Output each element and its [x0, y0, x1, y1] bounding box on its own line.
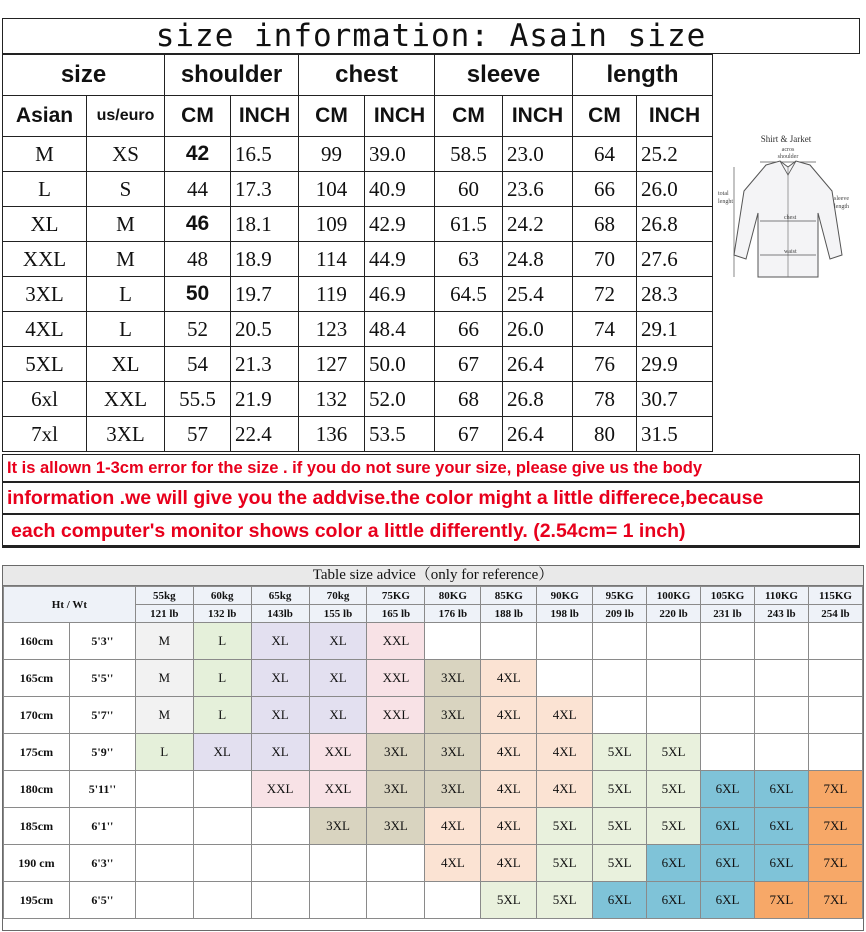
size-cell: 21.9 — [231, 382, 299, 417]
weight-lb-header: 155 lb — [309, 605, 367, 623]
size-cell: 3XL — [3, 277, 87, 312]
weight-kg-header: 100KG — [647, 587, 701, 605]
advice-size-cell — [481, 623, 537, 660]
advice-size-cell — [251, 845, 309, 882]
advice-size-cell: 5XL — [593, 734, 647, 771]
size-cell: 22.4 — [231, 417, 299, 452]
size-cell: 18.9 — [231, 242, 299, 277]
advice-size-cell: 4XL — [425, 845, 481, 882]
advice-size-cell — [135, 771, 193, 808]
height-ft: 5'9'' — [69, 734, 135, 771]
advice-size-cell — [754, 660, 808, 697]
size-cell: 24.2 — [503, 207, 573, 242]
weight-kg-header: 75KG — [367, 587, 425, 605]
advice-size-cell: M — [135, 660, 193, 697]
size-cell: 24.8 — [503, 242, 573, 277]
weight-kg-header: 60kg — [193, 587, 251, 605]
advice-size-cell: 3XL — [425, 660, 481, 697]
subheader-cell: Asian — [3, 96, 87, 137]
size-cell: 21.3 — [231, 347, 299, 382]
advice-size-cell — [647, 660, 701, 697]
weight-kg-header: 80KG — [425, 587, 481, 605]
size-cell: 25.4 — [503, 277, 573, 312]
advice-size-cell: 3XL — [425, 734, 481, 771]
size-cell: 109 — [299, 207, 365, 242]
advice-size-cell: 7XL — [808, 808, 862, 845]
advice-size-cell — [367, 845, 425, 882]
weight-kg-header: 70kg — [309, 587, 367, 605]
size-cell: M — [87, 207, 165, 242]
advice-size-cell: XL — [309, 660, 367, 697]
size-row — [3, 347, 713, 382]
size-cell: 127 — [299, 347, 365, 382]
size-cell: M — [3, 137, 87, 172]
size-cell: L — [87, 277, 165, 312]
height-cm: 170cm — [4, 697, 70, 734]
advice-size-cell: 6XL — [754, 771, 808, 808]
size-cell: 64.5 — [435, 277, 503, 312]
advice-row — [4, 697, 863, 734]
size-cell: 67 — [435, 417, 503, 452]
size-cell: L — [3, 172, 87, 207]
diagram-label-shoulder: shoulder — [777, 154, 799, 160]
size-cell: 42 — [165, 137, 231, 172]
size-cell: 19.7 — [231, 277, 299, 312]
advice-size-cell: XL — [193, 734, 251, 771]
size-cell: 60 — [435, 172, 503, 207]
advice-size-cell: 5XL — [593, 845, 647, 882]
advice-size-cell — [135, 845, 193, 882]
advice-size-cell: XXL — [367, 697, 425, 734]
size-cell: 64 — [573, 137, 637, 172]
advice-size-cell: 5XL — [537, 808, 593, 845]
size-cell: 63 — [435, 242, 503, 277]
advice-size-cell: 7XL — [754, 882, 808, 919]
advice-size-cell — [647, 697, 701, 734]
advice-size-cell — [193, 845, 251, 882]
size-cell: 123 — [299, 312, 365, 347]
advice-size-cell: 5XL — [647, 808, 701, 845]
advice-size-cell: 4XL — [481, 845, 537, 882]
diagram-label-acros: acros — [781, 147, 795, 153]
advice-size-cell: 7XL — [808, 771, 862, 808]
advice-row — [4, 845, 863, 882]
advice-size-cell: L — [193, 697, 251, 734]
size-cell: L — [87, 312, 165, 347]
size-cell: XS — [87, 137, 165, 172]
size-table — [2, 54, 713, 452]
advice-size-cell: XL — [251, 734, 309, 771]
size-cell: 58.5 — [435, 137, 503, 172]
advice-size-cell: 6XL — [593, 882, 647, 919]
size-cell: 136 — [299, 417, 365, 452]
advice-row — [4, 734, 863, 771]
weight-lb-header: 188 lb — [481, 605, 537, 623]
size-cell: 31.5 — [637, 417, 713, 452]
size-cell: 46 — [165, 207, 231, 242]
advice-size-cell: 3XL — [309, 808, 367, 845]
size-row — [3, 417, 713, 452]
subheader-cell: CM — [165, 96, 231, 137]
advice-size-cell: 6XL — [754, 808, 808, 845]
diagram-label-chest: chest — [784, 215, 797, 221]
size-cell: 20.5 — [231, 312, 299, 347]
size-cell: 44 — [165, 172, 231, 207]
size-cell: 48 — [165, 242, 231, 277]
size-cell: 26.4 — [503, 347, 573, 382]
subheader-cell: CM — [299, 96, 365, 137]
advice-size-cell: 5XL — [647, 734, 701, 771]
diagram-label-total: total — [718, 191, 729, 197]
height-ft: 5'5'' — [69, 660, 135, 697]
advice-size-cell: 4XL — [481, 660, 537, 697]
advice-size-cell: 3XL — [367, 734, 425, 771]
advice-size-cell: 5XL — [481, 882, 537, 919]
size-cell: 114 — [299, 242, 365, 277]
advice-size-cell: 6XL — [647, 882, 701, 919]
advice-size-cell: 3XL — [425, 697, 481, 734]
advice-size-cell: 6XL — [701, 845, 755, 882]
advice-size-cell: M — [135, 623, 193, 660]
size-cell: 5XL — [3, 347, 87, 382]
advice-size-cell: XL — [309, 623, 367, 660]
advice-size-cell: 4XL — [537, 734, 593, 771]
header-size: size — [3, 55, 165, 96]
advice-size-cell — [808, 697, 862, 734]
header-sleeve: sleeve — [435, 55, 573, 96]
size-cell: 66 — [573, 172, 637, 207]
ht-wt-header: Ht / Wt — [4, 587, 136, 623]
advice-size-cell — [701, 623, 755, 660]
size-row — [3, 172, 713, 207]
weight-kg-header: 85KG — [481, 587, 537, 605]
size-cell: 55.5 — [165, 382, 231, 417]
size-cell: 26.0 — [503, 312, 573, 347]
diagram-label-waist: waist — [784, 249, 797, 255]
advice-size-cell — [425, 623, 481, 660]
size-cell: 68 — [573, 207, 637, 242]
advice-size-cell: 6XL — [701, 882, 755, 919]
height-cm: 190 cm — [4, 845, 70, 882]
diagram-caption: Shirt & Jarket — [760, 134, 812, 144]
advice-size-cell — [251, 882, 309, 919]
size-cell: XL — [3, 207, 87, 242]
size-cell: 29.1 — [637, 312, 713, 347]
size-row — [3, 207, 713, 242]
size-cell: 28.3 — [637, 277, 713, 312]
advice-size-cell — [754, 697, 808, 734]
diagram-label-sleeve: sleeve — [834, 196, 849, 202]
weight-kg-header: 55kg — [135, 587, 193, 605]
size-cell: 50.0 — [365, 347, 435, 382]
advice-size-cell: 3XL — [367, 771, 425, 808]
advice-size-cell: 4XL — [481, 734, 537, 771]
size-cell: XXL — [3, 242, 87, 277]
size-cell: 74 — [573, 312, 637, 347]
advice-size-cell: 4XL — [537, 697, 593, 734]
height-ft: 5'3'' — [69, 623, 135, 660]
size-cell: 52.0 — [365, 382, 435, 417]
size-advice-panel — [2, 565, 864, 931]
advice-size-cell — [808, 734, 862, 771]
advice-size-cell: 4XL — [481, 771, 537, 808]
advice-size-cell — [701, 697, 755, 734]
advice-size-cell — [808, 660, 862, 697]
note-line-3: each computer's monitor shows color a little differently. (2.54cm= 1 inch) — [2, 514, 860, 548]
height-cm: 185cm — [4, 808, 70, 845]
size-cell: 78 — [573, 382, 637, 417]
size-cell: 54 — [165, 347, 231, 382]
weight-kg-header: 110KG — [754, 587, 808, 605]
notes-block — [2, 454, 860, 548]
weight-lb-header: 220 lb — [647, 605, 701, 623]
advice-size-cell — [309, 845, 367, 882]
advice-size-cell: L — [135, 734, 193, 771]
size-cell: 52 — [165, 312, 231, 347]
subheader-cell: INCH — [231, 96, 299, 137]
advice-size-cell: 3XL — [367, 808, 425, 845]
size-cell: 132 — [299, 382, 365, 417]
size-cell: 70 — [573, 242, 637, 277]
subheader-cell: CM — [573, 96, 637, 137]
height-cm: 175cm — [4, 734, 70, 771]
height-ft: 5'7'' — [69, 697, 135, 734]
diagram-label-sleeve-length: length — [834, 204, 849, 210]
weight-lb-header: 121 lb — [135, 605, 193, 623]
advice-size-cell: 4XL — [481, 697, 537, 734]
height-ft: 5'11'' — [69, 771, 135, 808]
advice-size-cell — [754, 623, 808, 660]
weight-lb-header: 176 lb — [425, 605, 481, 623]
advice-size-cell — [593, 623, 647, 660]
advice-size-cell: 6XL — [754, 845, 808, 882]
advice-size-cell — [701, 734, 755, 771]
size-cell: M — [87, 242, 165, 277]
size-cell: 26.4 — [503, 417, 573, 452]
weight-kg-header: 105KG — [701, 587, 755, 605]
size-row — [3, 137, 713, 172]
weight-lb-header: 231 lb — [701, 605, 755, 623]
size-cell: 23.0 — [503, 137, 573, 172]
header-chest: chest — [299, 55, 435, 96]
size-row — [3, 382, 713, 417]
advice-size-cell — [193, 808, 251, 845]
size-cell: XL — [87, 347, 165, 382]
advice-size-cell — [135, 808, 193, 845]
size-row — [3, 242, 713, 277]
advice-size-cell: XXL — [251, 771, 309, 808]
size-cell: 40.9 — [365, 172, 435, 207]
advice-size-cell: XL — [251, 697, 309, 734]
size-cell: 99 — [299, 137, 365, 172]
height-ft: 6'1'' — [69, 808, 135, 845]
advice-row — [4, 808, 863, 845]
advice-size-cell — [808, 623, 862, 660]
size-cell: 50 — [165, 277, 231, 312]
height-cm: 165cm — [4, 660, 70, 697]
height-ft: 6'5'' — [69, 882, 135, 919]
weight-kg-header: 65kg — [251, 587, 309, 605]
size-row — [3, 277, 713, 312]
advice-size-cell: 6XL — [701, 808, 755, 845]
advice-size-cell — [367, 882, 425, 919]
advice-size-cell — [593, 697, 647, 734]
advice-row — [4, 660, 863, 697]
advice-size-cell: 3XL — [425, 771, 481, 808]
size-cell: 48.4 — [365, 312, 435, 347]
size-cell: 76 — [573, 347, 637, 382]
advice-size-cell: XL — [309, 697, 367, 734]
size-cell: 25.2 — [637, 137, 713, 172]
size-cell: 17.3 — [231, 172, 299, 207]
advice-size-cell: XXL — [367, 660, 425, 697]
size-cell: 68 — [435, 382, 503, 417]
advice-size-cell — [135, 882, 193, 919]
size-cell: 23.6 — [503, 172, 573, 207]
advice-size-cell — [701, 660, 755, 697]
size-cell: 26.8 — [503, 382, 573, 417]
advice-size-cell: 6XL — [647, 845, 701, 882]
size-cell: 16.5 — [231, 137, 299, 172]
advice-size-cell: 5XL — [647, 771, 701, 808]
size-cell: 80 — [573, 417, 637, 452]
advice-size-cell: 5XL — [593, 771, 647, 808]
size-cell: 6xl — [3, 382, 87, 417]
advice-size-cell: XXL — [309, 734, 367, 771]
advice-size-cell: 7XL — [808, 845, 862, 882]
advice-size-cell — [251, 808, 309, 845]
size-cell: 61.5 — [435, 207, 503, 242]
weight-lb-header: 243 lb — [754, 605, 808, 623]
advice-size-cell: 5XL — [537, 845, 593, 882]
advice-size-cell: 5XL — [537, 882, 593, 919]
size-cell: 67 — [435, 347, 503, 382]
size-cell: S — [87, 172, 165, 207]
note-line-1: It is allown 1-3cm error for the size . if you do not sure your size, please give us the body — [2, 454, 860, 482]
weight-kg-header: 95KG — [593, 587, 647, 605]
size-cell: 72 — [573, 277, 637, 312]
size-cell: 7xl — [3, 417, 87, 452]
advice-size-cell: L — [193, 660, 251, 697]
weight-kg-header: 90KG — [537, 587, 593, 605]
height-ft: 6'3'' — [69, 845, 135, 882]
weight-lb-header: 209 lb — [593, 605, 647, 623]
header-shoulder: shoulder — [165, 55, 299, 96]
size-cell: 66 — [435, 312, 503, 347]
advice-size-cell: XXL — [367, 623, 425, 660]
size-cell: 44.9 — [365, 242, 435, 277]
size-cell: 29.9 — [637, 347, 713, 382]
subheader-cell: INCH — [503, 96, 573, 137]
size-cell: 4XL — [3, 312, 87, 347]
size-cell: 26.8 — [637, 207, 713, 242]
advice-size-cell — [425, 882, 481, 919]
advice-size-cell: XXL — [309, 771, 367, 808]
size-cell: 39.0 — [365, 137, 435, 172]
advice-size-cell: XL — [251, 660, 309, 697]
size-cell: 42.9 — [365, 207, 435, 242]
advice-size-cell: L — [193, 623, 251, 660]
size-cell: 30.7 — [637, 382, 713, 417]
advice-size-cell: 6XL — [701, 771, 755, 808]
subheader-cell: us/euro — [87, 96, 165, 137]
subheader-cell: INCH — [637, 96, 713, 137]
size-row — [3, 312, 713, 347]
weight-lb-header: 143lb — [251, 605, 309, 623]
advice-size-cell: 7XL — [808, 882, 862, 919]
page-title: size information: Asain size — [2, 18, 860, 54]
size-cell: 27.6 — [637, 242, 713, 277]
height-cm: 180cm — [4, 771, 70, 808]
advice-size-cell — [537, 623, 593, 660]
height-cm: 195cm — [4, 882, 70, 919]
size-cell: 53.5 — [365, 417, 435, 452]
weight-kg-header: 115KG — [808, 587, 862, 605]
subheader-cell: INCH — [365, 96, 435, 137]
size-cell: 46.9 — [365, 277, 435, 312]
weight-lb-header: 132 lb — [193, 605, 251, 623]
advice-size-cell: 4XL — [481, 808, 537, 845]
advice-size-cell: 4XL — [425, 808, 481, 845]
shirt-diagram — [714, 95, 860, 285]
advice-title: Table size advice（only for reference） — [3, 566, 863, 586]
size-cell: 3XL — [87, 417, 165, 452]
size-cell: XXL — [87, 382, 165, 417]
advice-size-cell: 4XL — [537, 771, 593, 808]
advice-size-cell — [647, 623, 701, 660]
height-cm: 160cm — [4, 623, 70, 660]
diagram-label-lenght: lenght — [718, 199, 733, 205]
advice-size-cell: M — [135, 697, 193, 734]
size-cell: 18.1 — [231, 207, 299, 242]
size-cell: 119 — [299, 277, 365, 312]
advice-size-cell — [193, 882, 251, 919]
note-line-2: information .we will give you the addvise.the color might a little differece,because — [2, 482, 860, 514]
size-cell: 57 — [165, 417, 231, 452]
advice-size-cell — [193, 771, 251, 808]
size-cell: 26.0 — [637, 172, 713, 207]
advice-size-cell — [754, 734, 808, 771]
advice-size-cell — [537, 660, 593, 697]
size-cell: 104 — [299, 172, 365, 207]
header-length: length — [573, 55, 713, 96]
weight-lb-header: 165 lb — [367, 605, 425, 623]
advice-row — [4, 771, 863, 808]
advice-row — [4, 882, 863, 919]
subheader-cell: CM — [435, 96, 503, 137]
advice-size-cell: 5XL — [593, 808, 647, 845]
size-advice-table — [3, 586, 863, 919]
advice-size-cell — [309, 882, 367, 919]
weight-lb-header: 254 lb — [808, 605, 862, 623]
advice-size-cell — [593, 660, 647, 697]
weight-lb-header: 198 lb — [537, 605, 593, 623]
advice-size-cell: XL — [251, 623, 309, 660]
advice-row — [4, 623, 863, 660]
